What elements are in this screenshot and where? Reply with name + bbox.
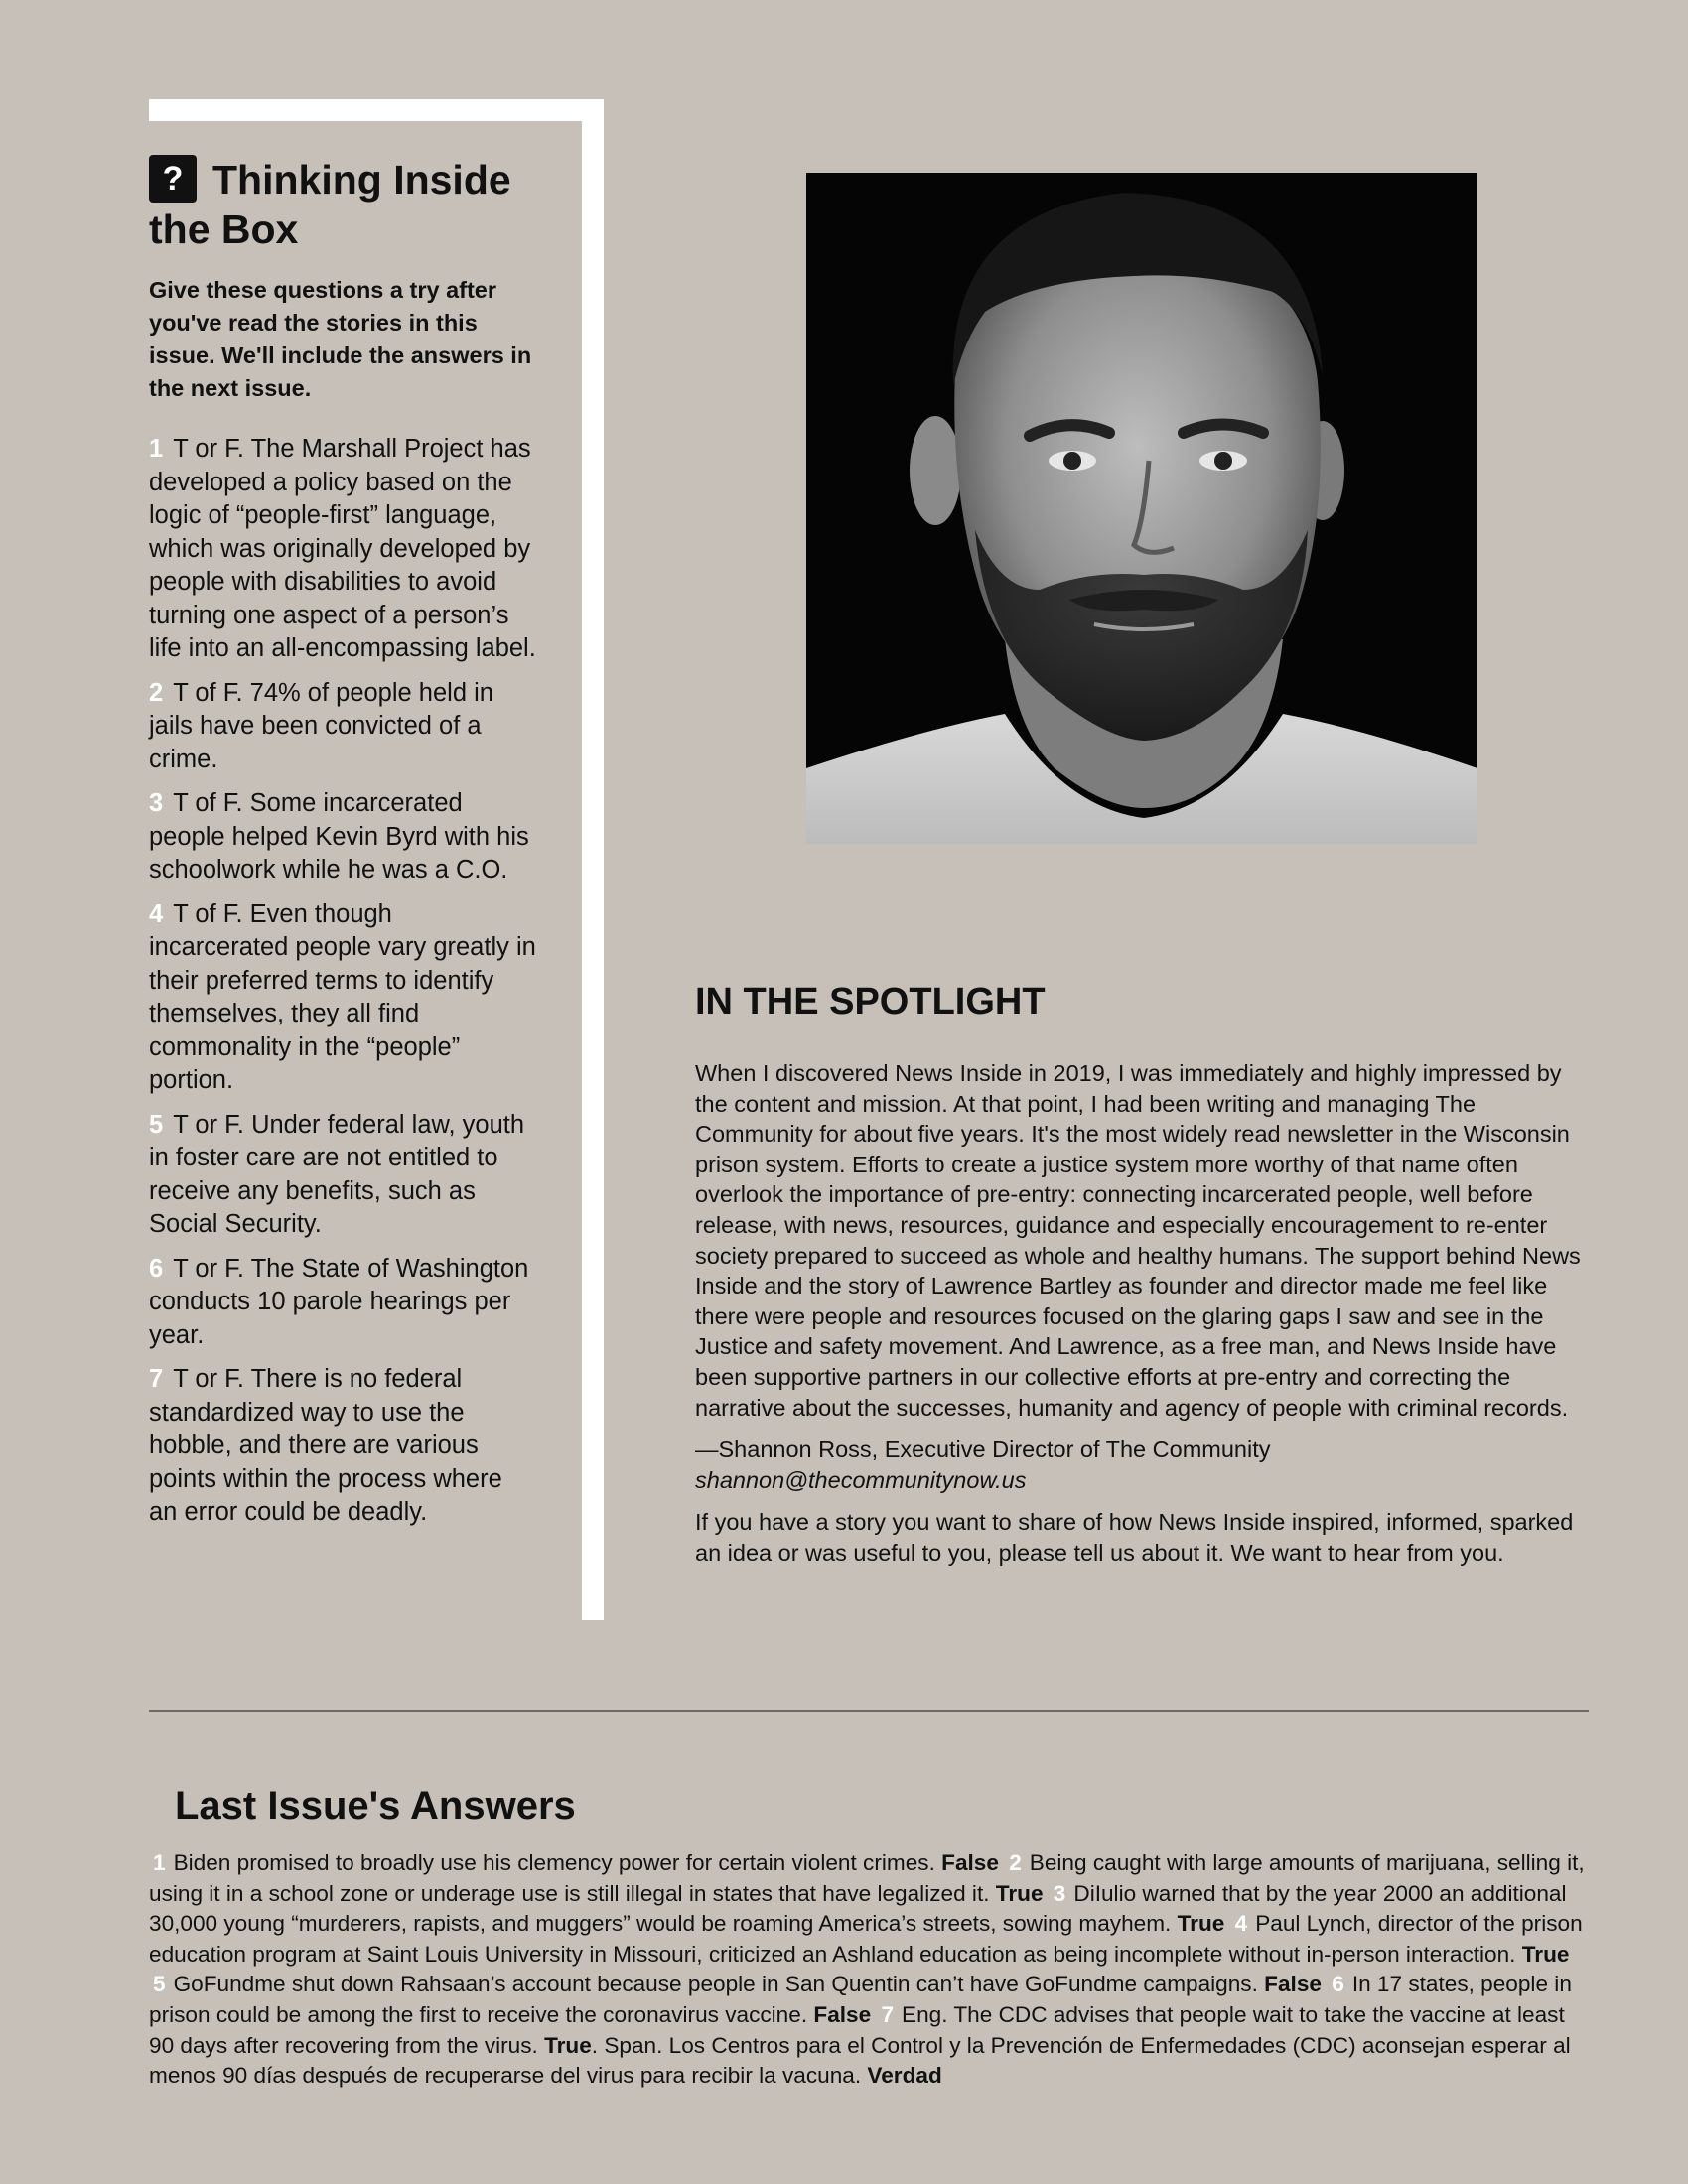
answers-paragraph: [149, 1848, 1589, 2092]
answer-value: False: [1264, 1972, 1322, 1997]
spotlight-title: IN THE SPOTLIGHT: [695, 981, 1046, 1023]
answer-number: 2: [1009, 1850, 1022, 1875]
spotlight-section: [695, 979, 1589, 1580]
answer-number: 5: [153, 1972, 166, 1997]
answer-value: False: [813, 2001, 872, 2027]
question-number: 2: [149, 678, 164, 707]
question-number: 6: [149, 1254, 164, 1283]
answer-text: Being caught with large amounts of marijuana, selling it, using it in a school zone or underage use is still illegal in states that have legalized it.: [149, 1850, 1585, 1906]
question-number: 1: [149, 435, 164, 463]
quiz-frame-top: [149, 99, 604, 121]
answer-number: 1: [153, 1850, 166, 1875]
answer-text: Paul Lynch, director of the prison education program at Saint Louis University in Missouri, criticized an Ashland education as being incomplete without in-person interaction.: [149, 1911, 1583, 1967]
quiz-question: [149, 898, 536, 1098]
quiz-question: [149, 433, 536, 666]
quiz-question: [149, 787, 536, 887]
quiz-frame-right: [582, 99, 604, 1620]
quiz-section: [149, 155, 536, 1541]
spotlight-body: When I discovered News Inside in 2019, I was immediately and highly impressed by the content and mission. At that point, I had been writing and managing The Community for about five years. It's the most widely read newsletter in the Wisconsin prison system. Efforts to create a justice system more worthy of that name often overlook the importance of pre-entry: connecting incarcerated people, well before release, with news, resources, guidance and especially encouragement to re-enter society prepared to succeed as whole and healthy humans. The support behind News Inside and the story of Lawrence Bartley as founder and director made me feel like there were people and resources focused on the glaring gaps I saw and see in the Justice and safety movement. And Lawrence, as a free man, and News Inside have been supportive partners in our collective efforts at pre-entry and correcting the narrative about the successes, humanity and agency of people with criminal records.: [695, 1060, 1581, 1421]
answer-text: Biden promised to broadly use his clemency power for certain violent crimes.: [173, 1850, 935, 1875]
answer-number: 7: [881, 2001, 895, 2027]
answer-text: GoFundme shut down Rahsaan’s account because people in San Quentin can’t have GoFundme campaigns.: [173, 1972, 1258, 1997]
question-text: T or F. The Marshall Project has developed a policy based on the logic of “people-first” language, which was originally developed by people with disabilities to avoid turning one aspect of a person’s life into an all-encompassing label.: [149, 435, 536, 662]
question-number: 4: [149, 899, 164, 928]
question-text: T or F. The State of Washington conducts 10 parole hearings per year.: [149, 1254, 529, 1349]
spotlight-signature-block: [695, 1434, 1589, 1495]
answer-number: 3: [1053, 1880, 1066, 1906]
question-text: T or F. Under federal law, youth in foster care are not entitled to receive any benefits, such as Social Security.: [149, 1110, 525, 1238]
question-text: T of F. Some incarcerated people helped Kevin Byrd with his schoolwork while he was a C.O.: [149, 789, 529, 884]
answer-value: True: [1521, 1941, 1570, 1967]
question-number: 5: [149, 1110, 164, 1139]
answer-text: DiIulio warned that by the year 2000 an additional 30,000 young “murderers, rapists, and muggers” would be roaming America’s streets, sowing mayhem.: [149, 1880, 1567, 1937]
answer-number: 4: [1234, 1911, 1248, 1937]
answer-tail-text: . Span. Los Centros para el Control y la Prevención de Enfermedades (CDC) aconsejan esperar al menos 90 días después de recuperarse del virus para recibir la vacuna.: [149, 2032, 1571, 2089]
quiz-question: [149, 1253, 536, 1353]
quiz-intro: Give these questions a try after you've read the stories in this issue. We'll include the answers in the next issue.: [149, 277, 532, 401]
spotlight-signature: —Shannon Ross, Executive Director of The Community: [695, 1436, 1271, 1463]
spotlight-closing: If you have a story you want to share of how News Inside inspired, informed, sparked an idea or was useful to you, please tell us about it. We want to hear from you.: [695, 1509, 1574, 1566]
answer-value: True: [995, 1880, 1044, 1906]
answer-value: False: [941, 1850, 999, 1875]
portrait-illustration: [806, 173, 1477, 844]
quiz-question: [149, 1109, 536, 1242]
question-text: T of F. Even though incarcerated people vary greatly in their preferred terms to identify themselves, they all find commonality in the “people” portion.: [149, 899, 536, 1094]
section-divider: [149, 1710, 1589, 1712]
quiz-question: [149, 677, 536, 777]
question-text: T of F. 74% of people held in jails have been convicted of a crime.: [149, 678, 493, 773]
answer-value-spanish: Verdad: [867, 2063, 942, 2089]
answer-value: True: [544, 2032, 592, 2058]
answer-number: 6: [1332, 1972, 1344, 1997]
question-mark-icon: ?: [149, 155, 197, 203]
quiz-title-text: Thinking Inside the Box: [149, 157, 511, 252]
answer-value: True: [1177, 1911, 1225, 1937]
question-number: 7: [149, 1365, 164, 1393]
quiz-title: [149, 155, 536, 254]
portrait-photo: [806, 173, 1477, 844]
answer-text: In 17 states, people in prison could be among the first to receive the coronavirus vaccine.: [149, 1972, 1572, 2027]
answer-text: Eng. The CDC advises that people wait to take the vaccine at least 90 days after recovering from the virus.: [149, 2001, 1565, 2058]
spotlight-email[interactable]: shannon@thecommunitynow.us: [695, 1466, 1027, 1493]
question-number: 3: [149, 789, 164, 817]
quiz-question: [149, 1363, 536, 1530]
question-text: T or F. There is no federal standardized way to use the hobble, and there are various points within the process where an error could be deadly.: [149, 1365, 502, 1526]
quiz-question-list: [149, 433, 536, 1530]
answers-title: Last Issue's Answers: [175, 1784, 576, 1828]
